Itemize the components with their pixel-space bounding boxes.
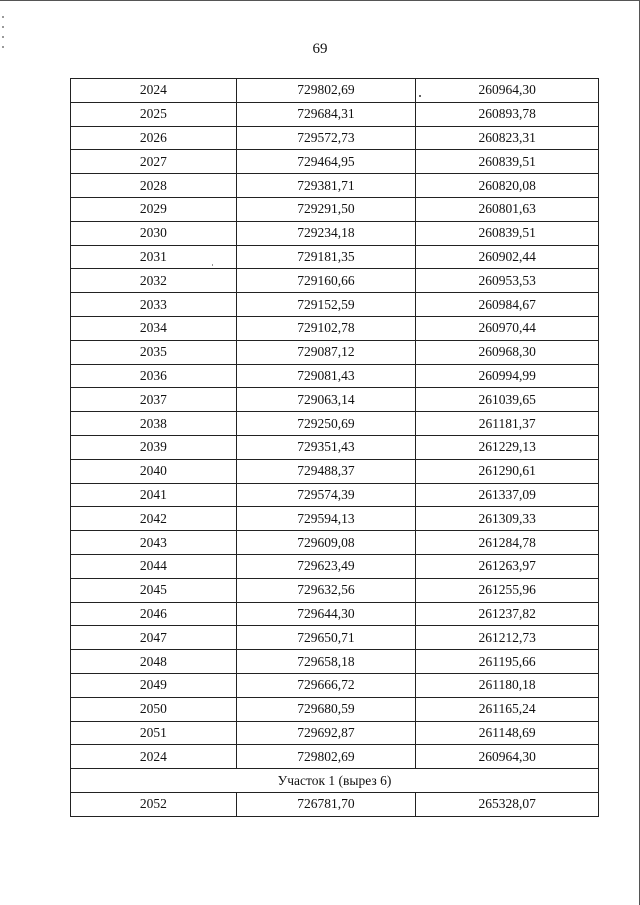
x-coordinate-cell: 729181,35 bbox=[236, 245, 416, 269]
x-coordinate-cell: 729802,69 bbox=[236, 79, 416, 103]
x-coordinate-cell: 729351,43 bbox=[236, 435, 416, 459]
x-coordinate-cell: 729574,39 bbox=[236, 483, 416, 507]
table-row bbox=[71, 697, 599, 721]
section-header-row bbox=[71, 769, 599, 793]
table-row bbox=[71, 412, 599, 436]
table-row bbox=[71, 531, 599, 555]
x-coordinate-cell: 729081,43 bbox=[236, 364, 416, 388]
point-number-cell: 2051 bbox=[71, 721, 237, 745]
point-number-cell: 2031 bbox=[71, 245, 237, 269]
y-coordinate-cell: 261148,69 bbox=[416, 721, 599, 745]
table-row bbox=[71, 245, 599, 269]
y-coordinate-cell: 260902,44 bbox=[416, 245, 599, 269]
x-coordinate-cell: 729650,71 bbox=[236, 626, 416, 650]
y-coordinate-cell: 261337,09 bbox=[416, 483, 599, 507]
point-number-cell: 2024 bbox=[71, 745, 237, 769]
scan-edge-mark bbox=[2, 46, 4, 48]
x-coordinate-cell: 729680,59 bbox=[236, 697, 416, 721]
y-coordinate-cell: 261309,33 bbox=[416, 507, 599, 531]
y-coordinate-cell: 260968,30 bbox=[416, 340, 599, 364]
point-number-cell: 2026 bbox=[71, 126, 237, 150]
point-number-cell: 2025 bbox=[71, 102, 237, 126]
x-coordinate-cell: 729644,30 bbox=[236, 602, 416, 626]
table-row bbox=[71, 364, 599, 388]
point-number-cell: 2038 bbox=[71, 412, 237, 436]
table-row bbox=[71, 673, 599, 697]
y-coordinate-cell: 260801,63 bbox=[416, 197, 599, 221]
coordinates-table-body bbox=[71, 79, 599, 817]
table-row bbox=[71, 150, 599, 174]
x-coordinate-cell: 729291,50 bbox=[236, 197, 416, 221]
table-row bbox=[71, 554, 599, 578]
point-number-cell: 2047 bbox=[71, 626, 237, 650]
point-number-cell: 2036 bbox=[71, 364, 237, 388]
scan-speck bbox=[419, 95, 421, 97]
table-row bbox=[71, 79, 599, 103]
point-number-cell: 2024 bbox=[71, 79, 237, 103]
x-coordinate-cell: 729623,49 bbox=[236, 554, 416, 578]
y-coordinate-cell: 261290,61 bbox=[416, 459, 599, 483]
x-coordinate-cell: 729087,12 bbox=[236, 340, 416, 364]
table-row bbox=[71, 388, 599, 412]
point-number-cell: 2042 bbox=[71, 507, 237, 531]
table-row bbox=[71, 316, 599, 340]
point-number-cell: 2035 bbox=[71, 340, 237, 364]
x-coordinate-cell: 729692,87 bbox=[236, 721, 416, 745]
table-row bbox=[71, 650, 599, 674]
scan-edge-mark bbox=[2, 16, 4, 18]
y-coordinate-cell: 260820,08 bbox=[416, 174, 599, 198]
y-coordinate-cell: 261039,65 bbox=[416, 388, 599, 412]
point-number-cell: 2033 bbox=[71, 293, 237, 317]
table-row bbox=[71, 578, 599, 602]
scan-speck bbox=[212, 264, 213, 266]
point-number-cell: 2040 bbox=[71, 459, 237, 483]
x-coordinate-cell: 729234,18 bbox=[236, 221, 416, 245]
x-coordinate-cell: 729250,69 bbox=[236, 412, 416, 436]
y-coordinate-cell: 261180,18 bbox=[416, 673, 599, 697]
point-number-cell: 2045 bbox=[71, 578, 237, 602]
table-row bbox=[71, 602, 599, 626]
table-row bbox=[71, 293, 599, 317]
section-title: Участок 1 (вырез 6) bbox=[71, 769, 599, 793]
x-coordinate-cell: 729488,37 bbox=[236, 459, 416, 483]
x-coordinate-cell: 729464,95 bbox=[236, 150, 416, 174]
point-number-cell: 2030 bbox=[71, 221, 237, 245]
table-row bbox=[71, 174, 599, 198]
table-row bbox=[71, 745, 599, 769]
table-row bbox=[71, 721, 599, 745]
point-number-cell: 2034 bbox=[71, 316, 237, 340]
page-number: 69 bbox=[312, 41, 328, 57]
table-row bbox=[71, 792, 599, 816]
point-number-cell: 2028 bbox=[71, 174, 237, 198]
x-coordinate-cell: 729063,14 bbox=[236, 388, 416, 412]
y-coordinate-cell: 261195,66 bbox=[416, 650, 599, 674]
point-number-cell: 2037 bbox=[71, 388, 237, 412]
table-row bbox=[71, 269, 599, 293]
y-coordinate-cell: 260953,53 bbox=[416, 269, 599, 293]
table-row bbox=[71, 459, 599, 483]
y-coordinate-cell: 260964,30 bbox=[416, 745, 599, 769]
point-number-cell: 2043 bbox=[71, 531, 237, 555]
y-coordinate-cell: 261263,97 bbox=[416, 554, 599, 578]
scan-edge-mark bbox=[2, 26, 4, 28]
point-number-cell: 2046 bbox=[71, 602, 237, 626]
y-coordinate-cell: 260839,51 bbox=[416, 150, 599, 174]
point-number-cell: 2050 bbox=[71, 697, 237, 721]
x-coordinate-cell: 729572,73 bbox=[236, 126, 416, 150]
table-row bbox=[71, 197, 599, 221]
x-coordinate-cell: 729102,78 bbox=[236, 316, 416, 340]
point-number-cell: 2052 bbox=[71, 792, 237, 816]
y-coordinate-cell: 260984,67 bbox=[416, 293, 599, 317]
x-coordinate-cell: 729658,18 bbox=[236, 650, 416, 674]
y-coordinate-cell: 261284,78 bbox=[416, 531, 599, 555]
y-coordinate-cell: 260823,31 bbox=[416, 126, 599, 150]
x-coordinate-cell: 729594,13 bbox=[236, 507, 416, 531]
x-coordinate-cell: 729381,71 bbox=[236, 174, 416, 198]
coordinates-table bbox=[70, 78, 599, 817]
x-coordinate-cell: 729609,08 bbox=[236, 531, 416, 555]
x-coordinate-cell: 729802,69 bbox=[236, 745, 416, 769]
point-number-cell: 2027 bbox=[71, 150, 237, 174]
table-row bbox=[71, 340, 599, 364]
x-coordinate-cell: 729152,59 bbox=[236, 293, 416, 317]
y-coordinate-cell: 260839,51 bbox=[416, 221, 599, 245]
table-row bbox=[71, 626, 599, 650]
x-coordinate-cell: 726781,70 bbox=[236, 792, 416, 816]
point-number-cell: 2049 bbox=[71, 673, 237, 697]
y-coordinate-cell: 260994,99 bbox=[416, 364, 599, 388]
point-number-cell: 2044 bbox=[71, 554, 237, 578]
y-coordinate-cell: 260893,78 bbox=[416, 102, 599, 126]
table-row bbox=[71, 221, 599, 245]
y-coordinate-cell: 261237,82 bbox=[416, 602, 599, 626]
point-number-cell: 2048 bbox=[71, 650, 237, 674]
x-coordinate-cell: 729684,31 bbox=[236, 102, 416, 126]
table-row bbox=[71, 507, 599, 531]
point-number-cell: 2032 bbox=[71, 269, 237, 293]
y-coordinate-cell: 261165,24 bbox=[416, 697, 599, 721]
x-coordinate-cell: 729666,72 bbox=[236, 673, 416, 697]
point-number-cell: 2041 bbox=[71, 483, 237, 507]
table-row bbox=[71, 102, 599, 126]
y-coordinate-cell: 261255,96 bbox=[416, 578, 599, 602]
y-coordinate-cell: 265328,07 bbox=[416, 792, 599, 816]
y-coordinate-cell: 260964,30 bbox=[416, 79, 599, 103]
y-coordinate-cell: 261229,13 bbox=[416, 435, 599, 459]
y-coordinate-cell: 261181,37 bbox=[416, 412, 599, 436]
x-coordinate-cell: 729160,66 bbox=[236, 269, 416, 293]
point-number-cell: 2029 bbox=[71, 197, 237, 221]
table-row bbox=[71, 483, 599, 507]
scan-edge-mark bbox=[2, 36, 4, 38]
point-number-cell: 2039 bbox=[71, 435, 237, 459]
table-row bbox=[71, 435, 599, 459]
y-coordinate-cell: 261212,73 bbox=[416, 626, 599, 650]
table-row bbox=[71, 126, 599, 150]
y-coordinate-cell: 260970,44 bbox=[416, 316, 599, 340]
x-coordinate-cell: 729632,56 bbox=[236, 578, 416, 602]
